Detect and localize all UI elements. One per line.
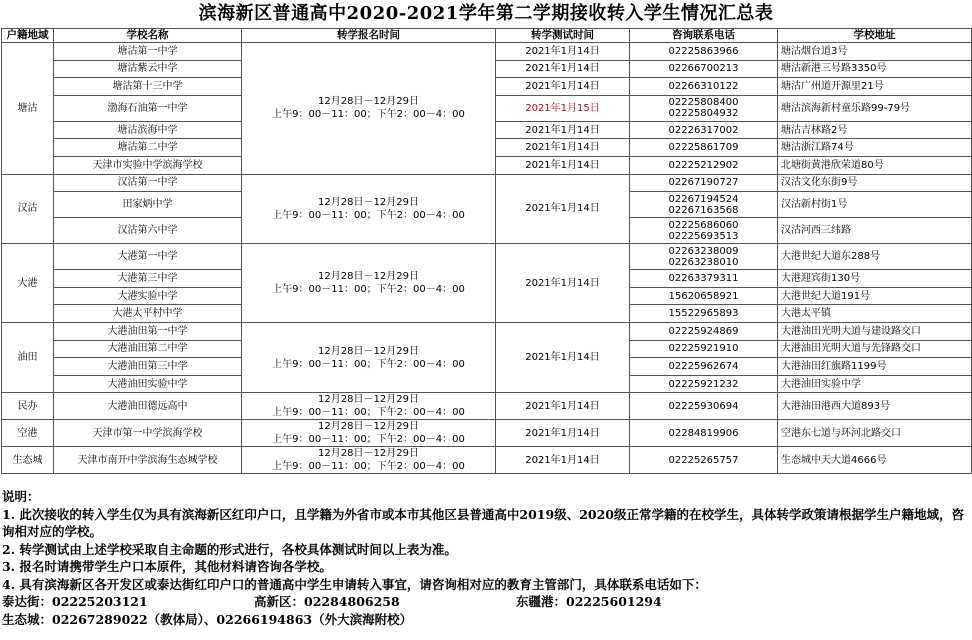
school-name-cell: 大港油田第二中学	[54, 340, 242, 358]
phone-number: 15620658921	[668, 290, 739, 302]
phone-number: 02225962674	[668, 360, 739, 372]
table-header-row	[2, 29, 972, 43]
note-item: 1. 此次接收的转入学生仅为具有滨海新区红印户口，且学籍为外省市或本市其他区县普通高中2019级、2020级正常学籍的在校学生，具体转学政策请根据学生户籍地域，咨询相对应的学校。	[2, 506, 964, 539]
address-cell: 大港油田实验中学	[778, 375, 972, 393]
header-phone: 咨询联系电话	[630, 29, 778, 43]
contacts-row	[2, 593, 970, 611]
register-time-cell	[242, 174, 496, 244]
school-name-cell: 田家炳中学	[54, 192, 242, 218]
notes-section	[2, 488, 970, 628]
address-cell: 大港世纪大道191号	[778, 287, 972, 305]
phone-cell	[630, 244, 778, 270]
register-hours: 上午9：00－11：00；下午2：00－4：00	[272, 358, 465, 370]
table-row	[2, 43, 972, 61]
phone-cell	[630, 393, 778, 420]
register-time-cell	[242, 322, 496, 392]
phone-cell	[630, 322, 778, 340]
address-cell: 大港油田光明大道与建设路交口	[778, 322, 972, 340]
school-name-cell: 天津市第一中学滨海学校	[54, 420, 242, 447]
address-cell: 大港迎宾街130号	[778, 270, 972, 288]
test-date-cell: 2021年1月14日	[496, 420, 630, 447]
test-date-cell: 2021年1月14日	[496, 393, 630, 420]
address-cell: 塘沽新港三号路3350号	[778, 60, 972, 78]
address-cell: 汉沽河西三纬路	[778, 218, 972, 244]
address-cell: 生态城中天大道4666号	[778, 447, 972, 474]
test-date-cell: 2021年1月14日	[496, 121, 630, 139]
summary-table	[1, 28, 972, 474]
phone-cell	[630, 95, 778, 121]
register-date-range: 12月28日－12月29日	[318, 96, 419, 108]
table-row	[2, 244, 972, 270]
header-region: 户籍地域	[2, 29, 54, 43]
contact-hitech: 高新区：02284806258	[254, 594, 400, 609]
phone-cell	[630, 60, 778, 78]
phone-number: 02225804932	[668, 108, 739, 120]
region-cell: 汉沽	[2, 174, 54, 244]
region-cell: 空港	[2, 420, 54, 447]
address-cell: 汉沽文化东街9号	[778, 174, 972, 192]
header-register-time: 转学报名时间	[242, 29, 496, 43]
address-cell: 塘沽烟台道3号	[778, 43, 972, 61]
register-date-range: 12月28日－12月29日	[318, 421, 419, 433]
contact-teda: 泰达街：02225203121	[2, 594, 148, 609]
school-name-cell: 大港油田实验中学	[54, 375, 242, 393]
phone-number: 02263238010	[668, 256, 739, 268]
table-row	[2, 447, 972, 474]
phone-number: 02266310122	[668, 80, 739, 92]
note-item: 4. 具有滨海新区各开发区或泰达街红印户口的普通高中学生申请转入事宜，请咨询相对应的教育主管部门，具体联系电话如下：	[2, 576, 707, 592]
phone-cell	[630, 287, 778, 305]
phone-cell	[630, 156, 778, 174]
phone-cell	[630, 121, 778, 139]
address-cell: 汉沽新村街1号	[778, 192, 972, 218]
school-name-cell: 塘沽第二中学	[54, 139, 242, 157]
phone-number: 02225861709	[668, 142, 739, 154]
school-name-cell: 大港第三中学	[54, 270, 242, 288]
school-name-cell: 大港油田德远高中	[54, 393, 242, 420]
school-name-cell: 大港油田第一中学	[54, 322, 242, 340]
school-name-cell: 渤海石油第一中学	[54, 95, 242, 121]
phone-number: 02225863966	[668, 45, 739, 57]
phone-cell	[630, 358, 778, 376]
address-cell: 大港油田光明大道与先锋路交口	[778, 340, 972, 358]
region-cell: 塘沽	[2, 43, 54, 175]
address-cell: 大港油田港西大道893号	[778, 393, 972, 420]
phone-number: 02263238009	[668, 245, 739, 257]
phone-number: 02225924869	[668, 325, 739, 337]
phone-cell	[630, 305, 778, 323]
school-name-cell: 大港实验中学	[54, 287, 242, 305]
table-row	[2, 174, 972, 192]
register-hours: 上午9：00－11：00；下午2：00－4：00	[272, 407, 465, 419]
phone-cell	[630, 340, 778, 358]
test-date-cell: 2021年1月14日	[496, 139, 630, 157]
phone-number: 02225808400	[668, 97, 739, 109]
phone-number: 02225930694	[668, 400, 739, 412]
phone-number: 02284819906	[668, 427, 739, 439]
register-hours: 上午9：00－11：00；下午2：00－4：00	[272, 461, 465, 473]
test-date-cell: 2021年1月14日	[496, 244, 630, 323]
phone-number: 02225921910	[668, 343, 739, 355]
register-hours: 上午9：00－11：00；下午2：00－4：00	[272, 109, 465, 121]
region-cell: 油田	[2, 322, 54, 392]
phone-number: 02225265757	[668, 454, 739, 466]
register-date-range: 12月28日－12月29日	[318, 394, 419, 406]
address-cell: 大港油田红旗路1199号	[778, 358, 972, 376]
header-school: 学校名称	[54, 29, 242, 43]
phone-number: 02267190727	[668, 177, 739, 189]
notes-heading: 说明：	[2, 489, 40, 504]
school-name-cell: 汉沽第六中学	[54, 218, 242, 244]
table-row	[2, 420, 972, 447]
phone-cell	[630, 447, 778, 474]
region-cell: 生态城	[2, 447, 54, 474]
register-date-range: 12月28日－12月29日	[318, 448, 419, 460]
test-date-cell: 2021年1月14日	[496, 43, 630, 61]
phone-number: 02267194524	[668, 193, 739, 205]
school-name-cell: 大港第一中学	[54, 244, 242, 270]
school-name-cell: 大港油田第三中学	[54, 358, 242, 376]
register-time-cell	[242, 43, 496, 175]
phone-cell	[630, 78, 778, 96]
phone-number: 02225212902	[668, 159, 739, 171]
test-date-cell: 2021年1月14日	[496, 156, 630, 174]
phone-number: 02225921232	[668, 378, 739, 390]
address-cell: 塘沽吉林路2号	[778, 121, 972, 139]
address-cell: 大港太平镇	[778, 305, 972, 323]
register-time-cell	[242, 447, 496, 474]
address-cell: 塘沽滨海新村童乐路99-79号	[778, 95, 972, 121]
table-row	[2, 322, 972, 340]
phone-cell	[630, 420, 778, 447]
address-cell: 塘沽浙江路74号	[778, 139, 972, 157]
phone-number: 15522965893	[668, 308, 739, 320]
test-date-cell: 2021年1月14日	[496, 322, 630, 392]
address-cell: 大港世纪大道东288号	[778, 244, 972, 270]
school-name-cell: 塘沽紫云中学	[54, 60, 242, 78]
register-date-range: 12月28日－12月29日	[318, 271, 419, 283]
school-name-cell: 天津市南开中学滨海生态城学校	[54, 447, 242, 474]
register-date-range: 12月28日－12月29日	[318, 196, 419, 208]
header-address: 学校地址	[778, 29, 972, 43]
address-cell: 塘沽广州道开源里21号	[778, 78, 972, 96]
page-title: 滨海新区普通高中2020-2021学年第二学期接收转入学生情况汇总表	[198, 3, 774, 24]
test-date-cell: 2021年1月15日	[496, 95, 630, 121]
register-date-range: 12月28日－12月29日	[318, 345, 419, 357]
register-hours: 上午9：00－11：00；下午2：00－4：00	[272, 209, 465, 221]
phone-number: 02225686060	[668, 219, 739, 231]
phone-number: 02263379311	[668, 272, 739, 284]
phone-number: 02267163568	[668, 204, 739, 216]
contact-dongjiang: 东疆港：02225601294	[516, 594, 662, 609]
header-test-time: 转学测试时间	[496, 29, 630, 43]
school-name-cell: 塘沽第一中学	[54, 43, 242, 61]
register-time-cell	[242, 420, 496, 447]
region-cell: 大港	[2, 244, 54, 323]
school-name-cell: 天津市实验中学滨海学校	[54, 156, 242, 174]
phone-cell	[630, 43, 778, 61]
phone-number: 02225693513	[668, 230, 739, 242]
test-date-cell: 2021年1月14日	[496, 60, 630, 78]
test-date-cell: 2021年1月14日	[496, 447, 630, 474]
test-date-cell: 2021年1月14日	[496, 174, 630, 244]
address-cell: 空港东七道与环河北路交口	[778, 420, 972, 447]
school-name-cell: 塘沽滨海中学	[54, 121, 242, 139]
phone-number: 02266700213	[668, 63, 739, 75]
phone-cell	[630, 139, 778, 157]
contact-eco-city: 生态城：02267289022（教体局）、02266194863（外大滨海附校）	[2, 611, 413, 627]
test-date-cell: 2021年1月14日	[496, 78, 630, 96]
register-hours: 上午9：00－11：00；下午2：00－4：00	[272, 434, 465, 446]
register-time-cell	[242, 244, 496, 323]
register-time-cell	[242, 393, 496, 420]
phone-cell	[630, 270, 778, 288]
phone-number: 02226317002	[668, 124, 739, 136]
phone-cell	[630, 218, 778, 244]
address-cell: 北塘街黄港欣荣道80号	[778, 156, 972, 174]
phone-cell	[630, 375, 778, 393]
note-item: 2. 转学测试由上述学校采取自主命题的形式进行，各校具体测试时间以上表为准。	[2, 541, 457, 557]
school-name-cell: 汉沽第一中学	[54, 174, 242, 192]
register-hours: 上午9：00－11：00；下午2：00－4：00	[272, 284, 465, 296]
phone-cell	[630, 174, 778, 192]
region-cell: 民办	[2, 393, 54, 420]
school-name-cell: 塘沽第十三中学	[54, 78, 242, 96]
note-item: 3. 报名时请携带学生户口本原件，其他材料请咨询各学校。	[2, 559, 332, 574]
school-name-cell: 大港太平村中学	[54, 305, 242, 323]
table-row	[2, 393, 972, 420]
phone-cell	[630, 192, 778, 218]
